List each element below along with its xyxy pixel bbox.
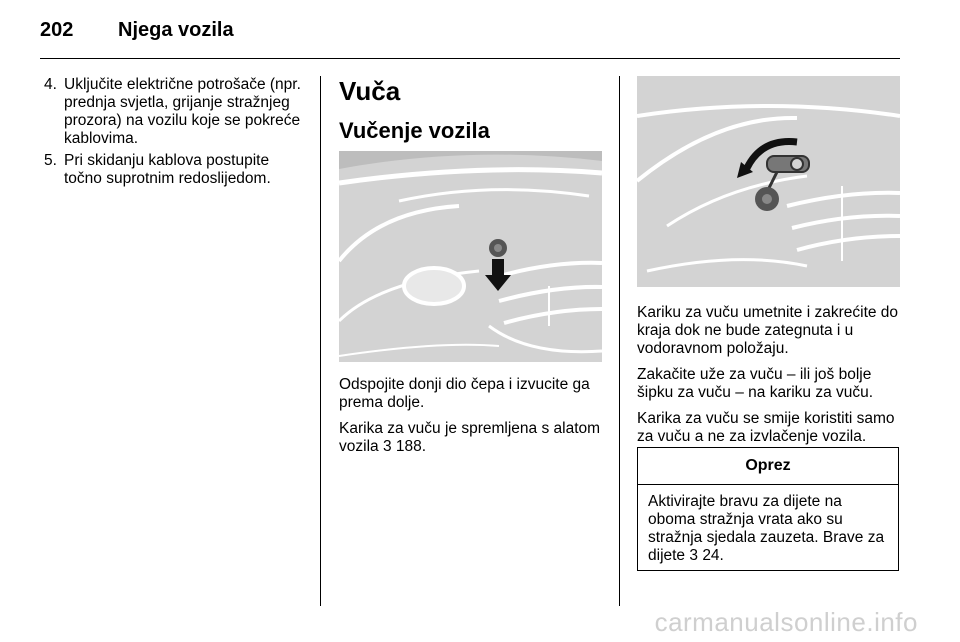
watermark: carmanualsonline.info [654, 607, 918, 637]
bumper-cap-illustration [339, 151, 602, 362]
step-text: Uključite električne potrošače (npr. prednja svjetla, grijanje stražnjeg prozora) na vozilu koje se pokreće kablovima. [64, 76, 301, 147]
page-ref-link[interactable]: 188. [395, 438, 427, 455]
heading-vuca: Vuča [339, 76, 401, 106]
paragraph: Zakačite uže za vuču – ili još bolje šipku za vuču – na kariku za vuču. [637, 366, 874, 401]
column-3-text [637, 304, 903, 454]
list-item [40, 152, 302, 188]
page-ref-icon[interactable]: 3 [689, 547, 698, 564]
list-item [40, 76, 302, 148]
figure-tow-eye [637, 76, 900, 287]
step-number: 5. [44, 152, 57, 169]
section-title: Njega vozila [118, 19, 234, 41]
step-list [40, 76, 302, 188]
header-rule [40, 58, 900, 59]
figure-bumper-cap [339, 151, 602, 362]
step-number: 4. [44, 76, 57, 93]
warning-title: Oprez [638, 448, 898, 485]
page-ref-link[interactable]: 24. [702, 547, 724, 564]
paragraph: Odspojite donji dio čepa i izvucite ga prema dolje. [339, 376, 590, 411]
column-divider-2 [619, 76, 620, 606]
subheading-vucenje-vozila: Vučenje vozila [339, 118, 490, 143]
page-ref-icon[interactable]: 3 [382, 438, 392, 455]
paragraph: Karika za vuču se smije koristiti samo za vuču a ne za izvlačenje vozila. [637, 410, 895, 445]
paragraph: Karika za vuču je spremljena s alatom vozila 3 188. [339, 420, 601, 455]
page-number: 202 [40, 19, 74, 41]
column-2-text [339, 376, 604, 464]
warning-box [637, 447, 899, 571]
warning-text: Aktivirajte bravu za dijete na oboma stražnja vrata ako su stražnja sjedala zauzeta. Brave za dijete 3 24. [648, 493, 885, 564]
column-1 [40, 76, 302, 192]
paragraph: Kariku za vuču umetnite i zakrećite do kraja dok ne bude zategnuta i u vodoravnom položaju. [637, 304, 899, 357]
column-divider-1 [320, 76, 321, 606]
tow-eye-illustration [637, 76, 900, 287]
step-text: Pri skidanju kablova postupite točno suprotnim redoslijedom. [64, 152, 271, 187]
